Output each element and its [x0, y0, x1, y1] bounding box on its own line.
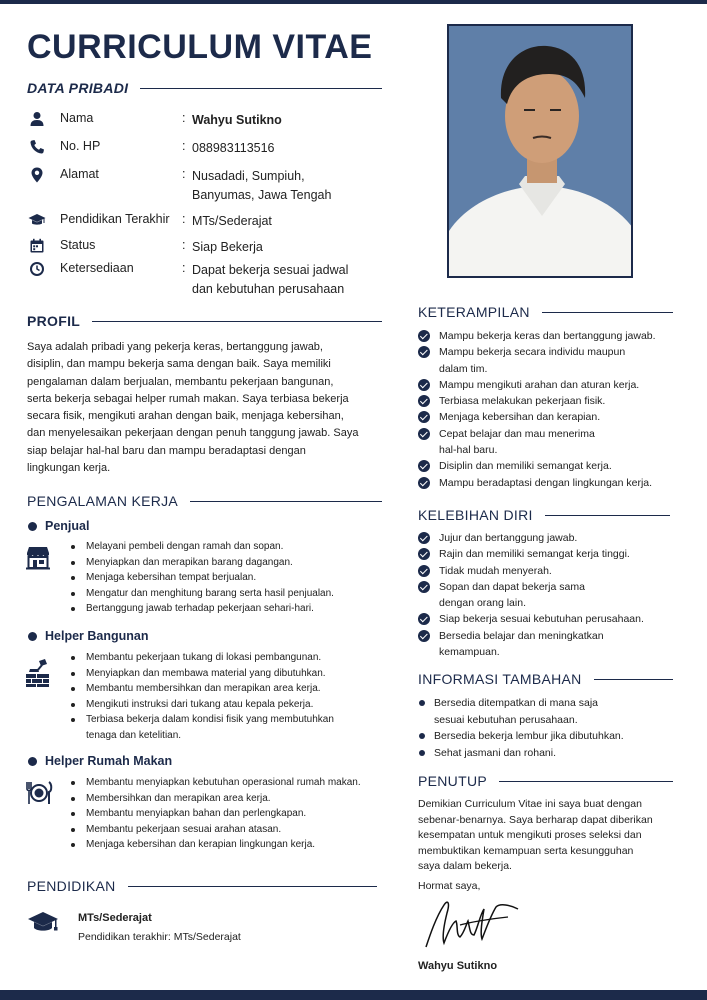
strength-item [418, 530, 688, 546]
list-item: Menyiapkan dan membawa material yang dibutuhkan. [68, 666, 388, 682]
skill-item [418, 409, 688, 425]
skill-item [418, 458, 688, 474]
penutup-line: membuktikan kemampuan serta kesungguhan [418, 844, 634, 857]
skill-text: hal-hal baru. [439, 444, 498, 457]
info-label: No. HP [60, 139, 101, 153]
status-calendar-icon [27, 238, 47, 254]
penutup-text [418, 797, 688, 875]
strength-item [418, 628, 688, 644]
job-title-text: Penjual [45, 519, 90, 533]
check-circle-icon [418, 346, 430, 358]
check-circle-icon [418, 548, 430, 560]
profil-line: siap belajar hal-hal baru dan mampu beradaptasi dengan [27, 444, 306, 457]
section-heading: PROFIL [27, 313, 81, 329]
info-label: Nama [60, 111, 94, 125]
divider [545, 515, 670, 516]
bullet-dot [28, 757, 37, 766]
store-icon [25, 544, 51, 570]
info-colon: : [182, 111, 186, 125]
skill-text: Mampu bekerja secara individu maupun [439, 346, 626, 359]
education-name: MTs/Sederajat [78, 912, 152, 924]
list-item: Mengatur dan menghitung barang serta hasil penjualan. [68, 586, 388, 602]
strength-text: Sopan dan dapat bekerja sama [439, 580, 585, 593]
skill-list [418, 328, 688, 491]
info-row-alamat [27, 167, 332, 202]
top-border [0, 0, 707, 4]
location-pin-icon [27, 167, 47, 183]
section-kelebihan [418, 507, 670, 523]
section-informasi [418, 671, 673, 687]
info-value-line: Nusadadi, Sumpiuh, [192, 169, 305, 183]
profil-text [27, 339, 392, 477]
info-value: Wahyu Sutikno [192, 113, 282, 127]
bullet-dot [28, 632, 37, 641]
check-circle-icon [418, 411, 430, 423]
section-pendidikan [27, 878, 377, 894]
check-circle-icon [418, 581, 430, 593]
skill-text: Cepat belajar dan mau menerima [439, 427, 595, 440]
list-item: Membantu pekerjaan tukang di lokasi pembangunan. [68, 650, 388, 666]
strength-item [418, 546, 688, 562]
info-item: Sehat jasmani dan rohani. [418, 745, 688, 762]
divider [594, 679, 673, 680]
skill-text: Mampu mengikuti arahan dan aturan kerja. [439, 378, 640, 391]
info-list [418, 695, 688, 761]
graduation-cap-icon [27, 910, 59, 940]
info-label: Alamat [60, 167, 99, 181]
info-value [192, 261, 392, 299]
profil-line: disiplin, dan mampu bekerja sama dengan baik. Saya memiliki [27, 358, 331, 371]
clock-icon [27, 261, 47, 277]
skill-item [418, 393, 688, 409]
section-heading: KETERAMPILAN [418, 304, 530, 320]
divider [190, 501, 382, 502]
strength-item [418, 579, 688, 595]
info-colon: : [182, 261, 186, 275]
closing-salutation: Hormat saya, [418, 880, 481, 892]
info-item-continued: sesuai kebutuhan perusahaan. [434, 713, 578, 726]
skill-item [418, 475, 688, 491]
check-circle-icon [418, 630, 430, 642]
info-colon: : [182, 238, 186, 252]
strength-list [418, 530, 688, 660]
strength-text: Rajin dan memiliki semangat kerja tinggi. [439, 548, 630, 561]
skill-text: Menjaga kebersihan dan kerapian. [439, 411, 601, 424]
check-circle-icon [418, 460, 430, 472]
info-row-nama [27, 111, 282, 127]
phone-icon [27, 139, 47, 155]
job-list-penjual [68, 539, 388, 617]
info-value-line: Dapat bekerja sesuai jadwal [192, 263, 349, 277]
list-item-continued: tenaga dan ketelitian. [86, 729, 182, 741]
job-title-helper-rumah-makan [28, 754, 172, 768]
profil-line: serta bekerja sebagai helper rumah makan. Saya terbiasa bekerja [27, 392, 349, 405]
strength-text: Bersedia belajar dan meningkatkan [439, 629, 604, 642]
section-keterampilan [418, 304, 673, 320]
skill-item [418, 344, 688, 360]
check-circle-icon [418, 395, 430, 407]
divider [542, 312, 673, 313]
info-label: Ketersediaan [60, 261, 134, 275]
penutup-line: saya dalam bekerja. [418, 860, 512, 873]
list-item: Terbiasa bekerja dalam kondisi fisik yang membutuhkan [68, 712, 388, 728]
info-label: Status [60, 238, 96, 252]
info-colon: : [182, 212, 186, 226]
info-value: MTs/Sederajat [192, 214, 272, 228]
section-heading: PENUTUP [418, 773, 487, 789]
section-pengalaman [27, 493, 382, 509]
section-heading: KELEBIHAN DIRI [418, 507, 533, 523]
job-list-helper-bangunan [68, 650, 388, 744]
strength-text: Jujur dan bertanggung jawab. [439, 532, 578, 544]
list-item: Bertanggung jawab terhadap pekerjaan sehari-hari. [68, 601, 388, 617]
info-row-pendidikan [27, 212, 272, 228]
penutup-line: sebenar-benarnya. Saya berharap dapat diberikan [418, 813, 653, 826]
info-colon: : [182, 139, 186, 153]
skill-item [418, 377, 688, 393]
list-item: Membantu menyiapkan kebutuhan operasional rumah makan. [68, 775, 388, 791]
divider [128, 886, 377, 887]
skill-item-continued [418, 442, 688, 458]
info-row-no-hp [27, 139, 275, 155]
signature-image [420, 895, 525, 955]
list-item: Membantu membersihkan dan merapikan area kerja. [68, 681, 388, 697]
check-circle-icon [418, 532, 430, 544]
list-item: Menjaga kebersihan dan kerapian lingkungan kerja. [68, 837, 388, 853]
info-value-line: dan kebutuhan perusahaan [192, 282, 345, 296]
check-circle-icon [418, 330, 430, 342]
person-icon [27, 111, 47, 127]
check-circle-icon [418, 477, 430, 489]
profile-photo [447, 24, 633, 278]
list-item: Membantu menyiapkan bahan dan perlengkapan. [68, 806, 388, 822]
info-value: 088983113516 [192, 141, 275, 155]
info-row-ketersediaan [27, 261, 349, 296]
list-item: Membersihkan dan merapikan area kerja. [68, 791, 388, 807]
strength-item-continued [418, 595, 688, 611]
strength-item [418, 611, 688, 627]
profil-line: Saya adalah pribadi yang pekerja keras, bertanggung jawab, [27, 341, 323, 353]
penutup-line: Demikian Curriculum Vitae ini saya buat dengan [418, 798, 642, 810]
penutup-line: kesempatan untuk mengikuti proses seleksi dan [418, 829, 642, 842]
strength-text: Tidak mudah menyerah. [439, 564, 552, 577]
check-circle-icon [418, 379, 430, 391]
skill-text: dalam tim. [439, 362, 488, 375]
skill-text: Disiplin dan memiliki semangat kerja. [439, 460, 612, 473]
job-title-helper-bangunan [28, 629, 149, 643]
list-item: Menyiapkan dan merapikan barang dagangan. [68, 555, 388, 571]
bullet-dot [28, 522, 37, 531]
profil-line: dan menyelesaikan pekerjaan dengan penuh tanggung jawab. Saya [27, 427, 359, 440]
list-item: Menjaga kebersihan tempat berjualan. [68, 570, 388, 586]
section-profil [27, 313, 382, 329]
strength-text: kemampuan. [439, 646, 500, 659]
section-data-pribadi [27, 80, 382, 96]
list-item: Membantu pekerjaan sesuai arahan atasan. [68, 822, 388, 838]
strength-text: dengan orang lain. [439, 597, 526, 610]
skill-text: Mampu bekerja keras dan bertanggung jawab. [439, 330, 656, 342]
strength-text: Siap bekerja sesuai kebutuhan perusahaan. [439, 613, 644, 626]
divider [92, 321, 382, 322]
page-title: CURRICULUM VITAE [27, 28, 373, 66]
job-title-penjual [28, 519, 89, 533]
divider [499, 781, 673, 782]
skill-text: Terbiasa melakukan pekerjaan fisik. [439, 395, 606, 408]
education-description: Pendidikan terakhir: MTs/Sederajat [78, 931, 241, 943]
graduation-cap-icon [27, 212, 47, 228]
signer-name: Wahyu Sutikno [418, 960, 498, 972]
check-circle-icon [418, 613, 430, 625]
skill-text: Mampu beradaptasi dengan lingkungan kerja. [439, 476, 653, 489]
check-circle-icon [418, 428, 430, 440]
profil-line: secara fisik, mengikuti arahan dengan baik, menjaga kebersihan, [27, 410, 344, 423]
divider [140, 88, 382, 89]
strength-item [418, 563, 688, 579]
skill-item [418, 328, 688, 344]
bottom-border [0, 990, 707, 1000]
info-item: Bersedia bekerja lembur jika dibutuhkan. [418, 728, 688, 745]
list-item: Melayani pembeli dengan ramah dan sopan. [68, 539, 388, 555]
info-value [192, 167, 392, 205]
info-row-status [27, 238, 263, 254]
section-penutup [418, 773, 673, 789]
brick-trowel-icon [25, 659, 51, 685]
dining-plate-icon [25, 780, 51, 806]
strength-item-continued [418, 644, 688, 660]
section-heading: INFORMASI TAMBAHAN [418, 671, 582, 687]
profil-line: lingkungan kerja. [27, 462, 111, 475]
info-label: Pendidikan Terakhir [60, 212, 170, 226]
info-item: Bersedia ditempatkan di mana saja [418, 695, 688, 712]
section-heading: DATA PRIBADI [27, 80, 129, 96]
job-list-helper-rumah-makan [68, 775, 388, 853]
section-heading: PENDIDIKAN [27, 878, 116, 894]
list-item: Mengikuti instruksi dari tukang atau kepala pekerja. [68, 697, 388, 713]
skill-item [418, 426, 688, 442]
skill-item-continued [418, 361, 688, 377]
check-circle-icon [418, 565, 430, 577]
info-colon: : [182, 167, 186, 181]
profil-line: pengalaman dalam berjualan, membantu pekerjaan bangunan, [27, 375, 334, 388]
info-value-line: Banyumas, Jawa Tengah [192, 188, 332, 202]
section-heading: PENGALAMAN KERJA [27, 493, 179, 509]
job-title-text: Helper Bangunan [45, 629, 149, 643]
job-title-text: Helper Rumah Makan [45, 754, 173, 768]
info-value: Siap Bekerja [192, 240, 263, 254]
